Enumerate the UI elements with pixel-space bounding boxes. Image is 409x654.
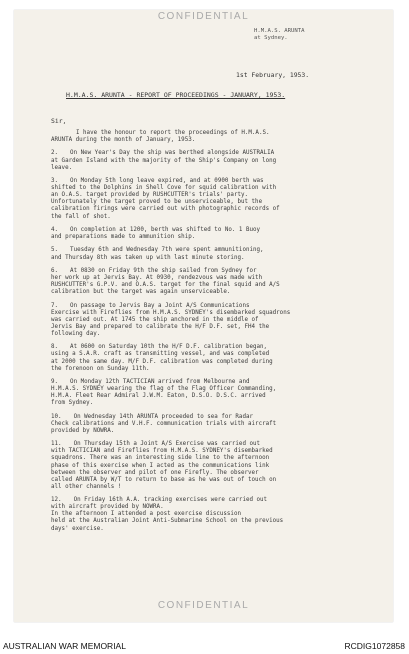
paragraph-line: from Sydney. <box>51 400 94 407</box>
report-heading: H.M.A.S. ARUNTA - REPORT OF PROCEEDINGS - JANUARY, 1953. <box>66 91 286 99</box>
paragraph-line: the forenoon on Sunday 11th. <box>51 365 150 372</box>
report-paragraph <box>51 150 373 171</box>
paragraph-number: 6. <box>51 267 59 274</box>
report-paragraph <box>51 344 373 372</box>
report-paragraph <box>51 227 373 241</box>
paragraph-line: her work up at Jervis Bay. At 0930, rendezvous was made with <box>51 274 263 281</box>
paragraph-line: was carried out. At 1745 the ship anchored in the middle of <box>51 316 259 323</box>
report-paragraph <box>51 247 373 261</box>
paragraph-text: On Thursday 15th a Joint A/S Exercise was carried out <box>73 441 261 448</box>
paragraph-line: the fall of shot. <box>51 213 111 220</box>
paragraph-line: Check calibrations and V.H.F. communication trials with aircraft <box>51 420 277 427</box>
paragraph-line: RUSHCUTTER's G.P.V. and O.A.S. target for the final squid and A/S <box>51 282 280 289</box>
classification-stamp-bottom: CONFIDENTIAL <box>157 600 250 611</box>
paragraph-text: On Monday 12th TACTICIAN arrived from Melbourne and <box>70 379 250 385</box>
paragraph-line: I have the honour to report the proceedings of H.M.A.S. <box>76 130 270 136</box>
paragraph-line: using a S.A.R. craft as transmitting vessel, and was completed <box>51 351 270 358</box>
paragraph-line: Exercise with Fireflies from H.M.A.S. SYDNEY's disembarked squadrons <box>51 309 291 316</box>
paragraph-line: shifted to the Dolphins in Shell Cove for squid calibration with <box>51 185 277 192</box>
paragraph-line <box>51 497 373 504</box>
paragraph-line <box>51 150 373 157</box>
report-body <box>51 130 373 539</box>
paragraph-line <box>51 344 373 351</box>
paragraph-text: On passage to Jervis Bay a Joint A/S Communications <box>70 302 250 309</box>
paragraph-number: 10. <box>51 413 62 420</box>
paragraph-number: 9. <box>51 379 59 385</box>
paragraph-line: Unfortunately the target proved to be unserviceable, but the <box>51 199 263 206</box>
paragraph-text: On completion at 1200, berth was shifted to No. 1 Buoy <box>70 226 261 233</box>
paragraph-text: On New Year's Day the ship was berthed alongside AUSTRALIA <box>70 150 275 157</box>
paragraph-line: all other channels ! <box>51 483 122 490</box>
paragraph-line: H.M.A.S. SYDNEY wearing the flag of the Flag Officer Commanding, <box>51 386 277 393</box>
paragraph-line: between the observer and pilot of one Firefly. The observer <box>51 469 259 476</box>
paragraph-number: 11. <box>51 441 62 448</box>
address-line: at Sydney. <box>254 35 288 41</box>
paragraph-line <box>51 441 373 448</box>
paragraph-line: ARUNTA during the month of January, 1953. <box>51 137 196 144</box>
paragraph-line <box>51 414 373 421</box>
paragraph-text: On Wednesday 14th ARUNTA proceeded to sea for Radar <box>73 413 253 420</box>
ship-address <box>254 28 305 42</box>
salutation: Sir, <box>51 117 67 125</box>
paragraph-line: with TACTICIAN and Fireflies from H.M.A.S. SYDNEY's disembarked <box>51 448 273 455</box>
paragraph-line: provided by NOWRA. <box>51 427 115 434</box>
report-paragraph <box>51 379 373 407</box>
report-paragraph <box>51 130 373 144</box>
paragraph-number: 8. <box>51 344 59 351</box>
paragraph-line: days' exercise. <box>51 525 104 532</box>
classification-stamp-top: CONFIDENTIAL <box>157 11 250 22</box>
paragraph-line: with aircraft provided by NOWRA. <box>51 504 164 511</box>
paragraph-text: At 0830 on Friday 9th the ship sailed from Sydney for <box>70 267 257 274</box>
paragraph-line: squadrons. There was an interesting side line to the afternoon <box>51 455 270 462</box>
archive-name: AUSTRALIAN WAR MEMORIAL <box>3 641 126 651</box>
paragraph-line: Jervis Bay and prepared to calibrate the H/F D.F. set, FH4 the <box>51 323 270 330</box>
paragraph-text: On Friday 16th A.A. tracking exercises were carried out <box>73 497 268 504</box>
paragraph-number: 3. <box>51 178 59 185</box>
paragraph-line: following day. <box>51 330 101 337</box>
report-paragraph <box>51 441 373 491</box>
paragraph-number: 4. <box>51 226 59 233</box>
paragraph-text: At 0600 on Saturday 10th the H/F D.F. calibration began, <box>70 344 268 351</box>
paragraph-line <box>51 247 373 254</box>
paragraph-line: calibration firings were carried out with photographic records of <box>51 206 280 213</box>
paragraph-line: phase of this exercise when I acted as the communications link <box>51 462 270 469</box>
report-date: 1st February, 1953. <box>236 71 310 79</box>
paragraph-text: On Monday 5th long leave expired, and at 0900 berth was <box>70 178 264 185</box>
paragraph-line: and preparations made to ammunition ship. <box>51 234 196 241</box>
paragraph-number: 12. <box>51 497 62 504</box>
paragraph-line: called ARUNTA by W/T to return to base as he was out of touch on <box>51 476 277 483</box>
paragraph-line: calibration but the target was again unserviceable. <box>51 289 231 296</box>
archive-footer <box>0 634 409 654</box>
paragraph-line: held at the Australian Joint Anti-Submarine School on the previous <box>51 518 284 525</box>
paragraph-line: In the afternoon I attended a post exercise discussion <box>51 511 241 518</box>
paragraph-line: and Thursday 8th was taken up with last minute storing. <box>51 254 245 261</box>
paragraph-line: at 2000 the same day. M/F D.F. calibration was completed during <box>51 358 273 365</box>
paragraph-text: Tuesday 6th and Wednesday 7th were spent ammunitioning, <box>70 247 264 254</box>
report-paragraph <box>51 414 373 435</box>
paragraph-line <box>51 178 373 185</box>
paragraph-line: H.M.A. Fleet Rear Admiral J.W.M. Eaton, D.S.O. D.S.C. arrived <box>51 393 266 400</box>
paragraph-line: an O.A.S. target provided by RUSHCUTTER's trials' party. <box>51 192 249 199</box>
address-line: H.M.A.S. ARUNTA <box>254 28 305 34</box>
paragraph-line <box>51 268 373 275</box>
report-paragraph <box>51 268 373 296</box>
paragraph-line: leave. <box>51 164 73 171</box>
document-page <box>14 10 393 622</box>
report-paragraph <box>51 178 373 221</box>
paragraph-line <box>51 379 373 386</box>
paragraph-number: 2. <box>51 150 59 157</box>
paragraph-line <box>51 227 373 234</box>
paragraph-line: at Garden Island with the majority of the Ship's Company on long <box>51 157 277 164</box>
paragraph-line <box>51 303 373 310</box>
report-paragraph <box>51 497 373 532</box>
report-paragraph <box>51 303 373 338</box>
archive-reference-id: RCDIG1072858 <box>344 641 405 651</box>
paragraph-number: 7. <box>51 302 59 309</box>
paragraph-number: 5. <box>51 247 59 254</box>
